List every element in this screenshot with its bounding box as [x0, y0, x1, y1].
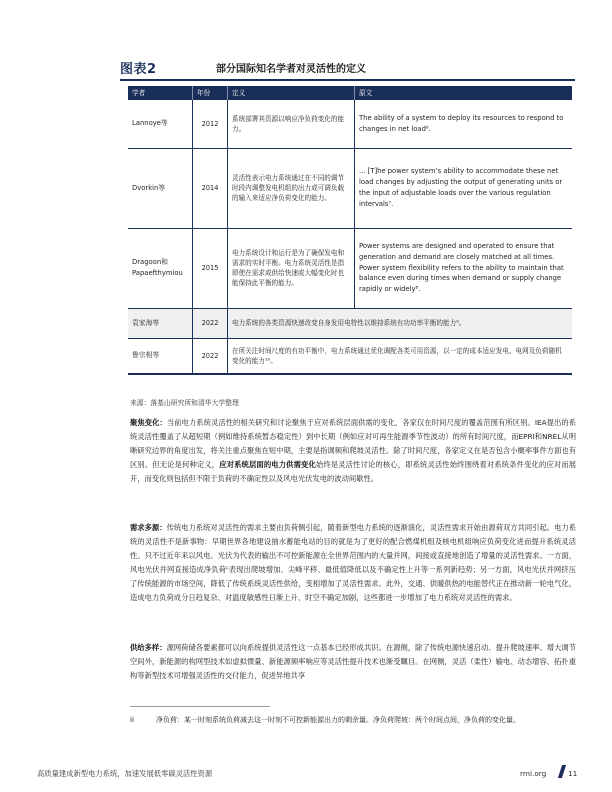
header-scholar: 学者: [128, 86, 193, 100]
cell-scholar: 袁家海等: [128, 308, 193, 338]
cell-scholar: Dragoon和Papaefthymiou: [128, 228, 193, 308]
cell-original: The ability of a system to deploy its resources to respond to changes in net load⁶.: [355, 100, 573, 148]
table-row: [128, 308, 572, 338]
table-row: [128, 100, 572, 148]
slash-icon: [558, 765, 566, 778]
cell-original: Power systems are designed and operated to ensure that generation and demand are closely matched at all times. Power system flexibility refers to the ability to maintain that balance even during times when demand or supply change rapidly or widely⁸.: [355, 228, 573, 308]
table-row: [128, 148, 572, 228]
cell-definition: 电力系统设计和运行是为了确保发电和需求的实时平衡。电力系统灵活性是指即使在需求或供给快速或大幅变化时也能保持此平衡的能力。: [228, 228, 355, 308]
cell-year: 2015: [193, 228, 228, 308]
cell-scholar: 鲁宗相等: [128, 338, 193, 374]
paragraph-lead: 需求多源：: [130, 523, 167, 532]
cell-year: 2022: [193, 308, 228, 338]
header-original: 原文: [355, 86, 573, 100]
cell-year: 2022: [193, 338, 228, 374]
paragraph-demand-sources: [130, 521, 576, 605]
figure-label: 图表2: [120, 62, 157, 77]
table-row: [128, 228, 572, 308]
header-year: 年份: [193, 86, 228, 100]
cell-year: 2012: [193, 100, 228, 148]
footnote-mark: ii: [130, 716, 134, 724]
paragraph-lead: 聚焦变化：: [130, 418, 167, 427]
footnote-text: 净负荷：某一时刻系统负荷减去这一时刻不可控新能源出力的剩余量。净负荷爬坡：两个时间点间，净负荷的变化量。: [156, 716, 520, 724]
paragraph-text: 传统电力系统对灵活性的需求主要由负荷侧引起，随着新型电力系统的逐渐演化，灵活性需求开始由源荷双方共同引起。电力系统的灵活性不是新事物：早期世界各地建设抽水蓄能电站的目的就是为了更好的配合燃煤机组及核电机组响应负荷变化进而提升系统灵活性。只不过近年来以风电、光伏为代表的输出不可控新能源在全世界范围内的大量并网，间接或直接地创造了增量的灵活性需求。一方面，风电光伏并网直接造成净负荷ⁱⁱ表现出爬坡增加、尖峰平移、最低值降低以及不确定性上升等一系列新趋势；另一方面，风电光伏并网挤压了传统能源的市场空间，降低了传统系统灵活性供给，变相增加了灵活性需求。此外，交通、供暖供热的电能替代正在推动新一轮电气化，造成电力负荷成分日趋复杂、对温度敏感性日渐上升、时空不确定加剧，这些都进一步增加了电力系统对灵活性的需求。: [130, 523, 576, 602]
cell-definition: 电力系统的各类资源快速改变自身发用电特性以维持系统有功功率平衡的能力⁹。: [228, 308, 573, 338]
figure-rule: [120, 79, 575, 81]
definitions-table: [128, 86, 572, 375]
footer-document-title: 高质量建成新型电力系统，加速发展低零碳灵活性资源: [37, 769, 213, 778]
cell-year: 2014: [193, 148, 228, 228]
header-definition: 定义: [228, 86, 355, 100]
paragraph-supply-diversity: [130, 641, 576, 683]
cell-definition: 系统部署其资源以响应净负荷变化的能力。: [228, 100, 355, 148]
paragraph-text: 源网荷储各要素都可以向系统提供灵活性这一点基本已经形成共识。在源侧，除了传统电源快速启动、提升爬坡速率、增大调节空间外，新能源的构网型技术如虚拟惯量、新能源频率响应等灵活性提升技术也渐受瞩目。在网侧，灵活（柔性）输电、动态增容、拓扑重构等新型技术可增强灵活性的交付能力，促进异地共享: [130, 643, 576, 680]
cell-scholar: Dvorkin等: [128, 148, 193, 228]
table-header-row: [128, 86, 572, 100]
paragraph-text: 当前电力系统灵活性的相关研究和讨论聚焦于应对系统层面供需的变化，各家仅在时间尺度的覆盖范围有所区别。IEA提出的系统灵活性覆盖了从超短期（例如维持系统暂态稳定性）到中长期（例如应对可再生能源季节性波动）的所有时间尺度，而EPRI和NREL从明晰研究边界的角度出发，将关注重点聚焦在短中期，主要是指调频和爬坡灵活性。除了时间尺度，各家定义在是否包含小概率事件方面也有区别。但无论是何种定义，: [130, 418, 577, 469]
paragraph-emphasis: 应对系统层面的电力供需变化: [219, 460, 316, 469]
footer-site: rmi.org: [520, 769, 547, 778]
figure-header: [120, 58, 575, 80]
cell-definition: 在所关注时间尺度的有功平衡中，电力系统通过优化调配各类可用资源，以一定的成本适应发电、电网及负荷随机变化的能力¹⁰。: [228, 338, 573, 374]
cell-definition: 灵活性表示电力系统通过在不同的调节时段内调整发电机组的出力或可调负载的输入来适应净负荷变化的能力。: [228, 148, 355, 228]
paragraph-text: 始终是灵活性讨论的核心，即系统灵活性始终围绕着对系统条件变化的应对而展开，而变化则包括但不限于负荷的不确定性以及风电光伏发电的波动间歇性。: [130, 460, 577, 483]
cell-original: ... [T]he power system’s ability to accommodate these net load changes by adjusting the output of generating units or the input of adjustable loads over the various regulation intervals⁷.: [355, 148, 573, 228]
page-number: 11: [568, 769, 578, 778]
source-note: 来源：落基山研究所和清华大学整理: [130, 399, 239, 407]
figure-title: 部分国际知名学者对灵活性的定义: [216, 64, 366, 75]
cell-scholar: Lannoye等: [128, 100, 193, 148]
footnote-rule: [130, 706, 270, 707]
paragraph-lead: 供给多样：: [130, 643, 167, 652]
paragraph-focus-change: [130, 416, 576, 486]
table-row: [128, 338, 572, 374]
